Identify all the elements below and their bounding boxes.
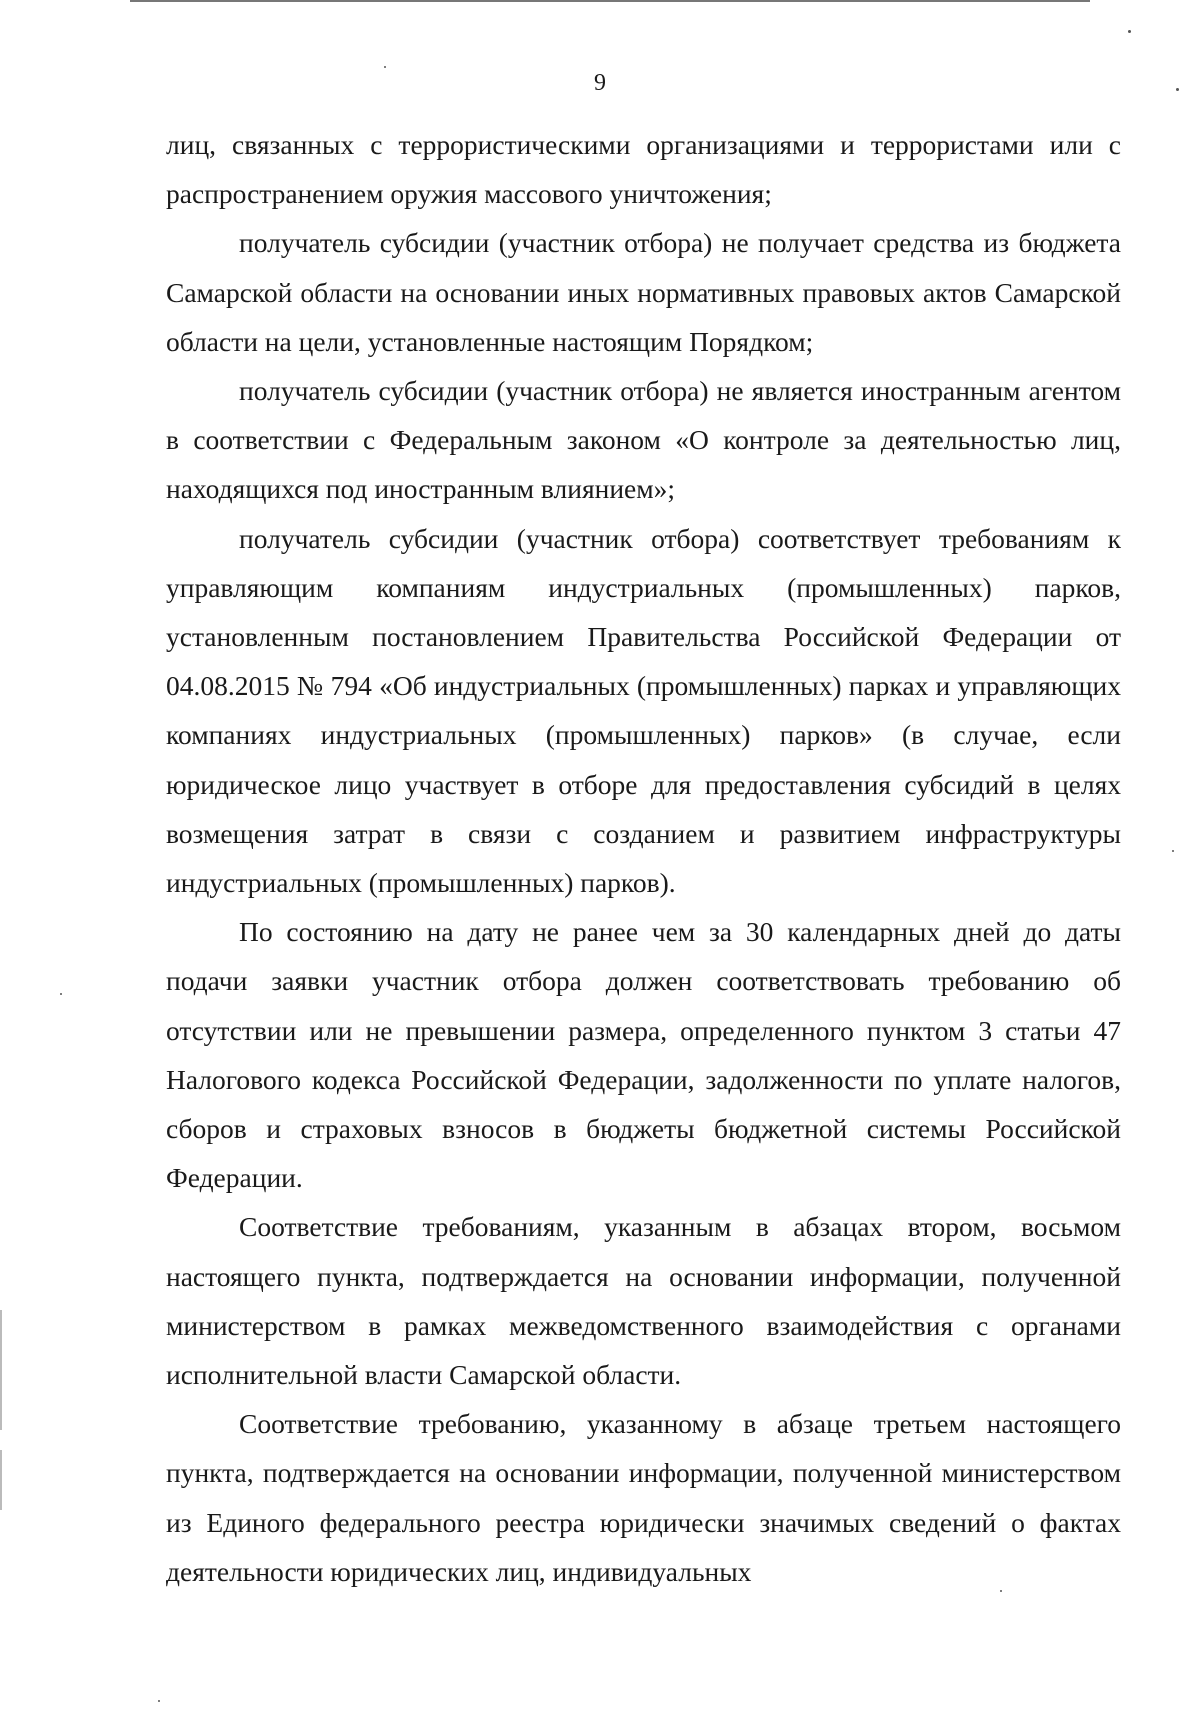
paragraph: По состоянию на дату не ранее чем за 30 календарных дней до даты подачи заявки участник отбора должен соответствовать требованию об отсутствии или не превышении размера, определенного пунктом 3 статьи 47 Налогового кодекса Российской Федерации, задолженности по уплате налогов, сборов и страховых взносов в бюджеты бюджетной системы Российской Федерации. [166, 916, 1121, 1194]
paragraph: получатель субсидии (участник отбора) не получает средства из бюджета Самарской области на основании иных нормативных правовых актов Самарской области на цели, установленные настоящим Порядком; [166, 227, 1121, 357]
document-body [166, 120, 1121, 1596]
scan-speck [1172, 850, 1174, 852]
scan-speck [158, 1700, 160, 1702]
page-number: 9 [594, 70, 606, 96]
top-scan-edge [130, 0, 1090, 2]
paragraph: лиц, связанных с террористическими организациями и террористами или с распространением оружия массового уничтожения; [166, 129, 1121, 210]
paragraph: получатель субсидии (участник отбора) соответствует требованиям к управляющим компаниям индустриальных (промышленных) парков, установленным постановлением Правительства Российской Федерации от 04.08.2015 № 794 «Об индустриальных (промышленных) парках и управляющих компаниях индустриальных (промышленных) парков» (в случае, если юридическое лицо участвует в отборе для предоставления субсидий в целях возмещения затрат в связи с созданием и развитием инфраструктуры индустриальных (промышленных) парков). [166, 522, 1121, 899]
scan-speck [1128, 30, 1131, 33]
paragraph: получатель субсидии (участник отбора) не является иностранным агентом в соответствии с Федеральным законом «О контроле за деятельностью лиц, находящихся под иностранным влиянием»; [166, 375, 1121, 505]
paragraph: Соответствие требованию, указанному в абзаце третьем настоящего пункта, подтверждается на основании информации, полученной министерством из Единого федерального реестра юридически значимых сведений о фактах деятельности юридических лиц, индивидуальных [166, 1408, 1121, 1587]
scan-speck [384, 66, 386, 68]
paragraph: Соответствие требованиям, указанным в абзацах втором, восьмом настоящего пункта, подтверждается на основании информации, полученной министерством в рамках межведомственного взаимодействия с органами исполнительной власти Самарской области. [166, 1211, 1121, 1391]
scan-speck [60, 993, 62, 995]
scan-edge-mark [0, 1450, 2, 1510]
scan-edge-mark [0, 1310, 2, 1430]
